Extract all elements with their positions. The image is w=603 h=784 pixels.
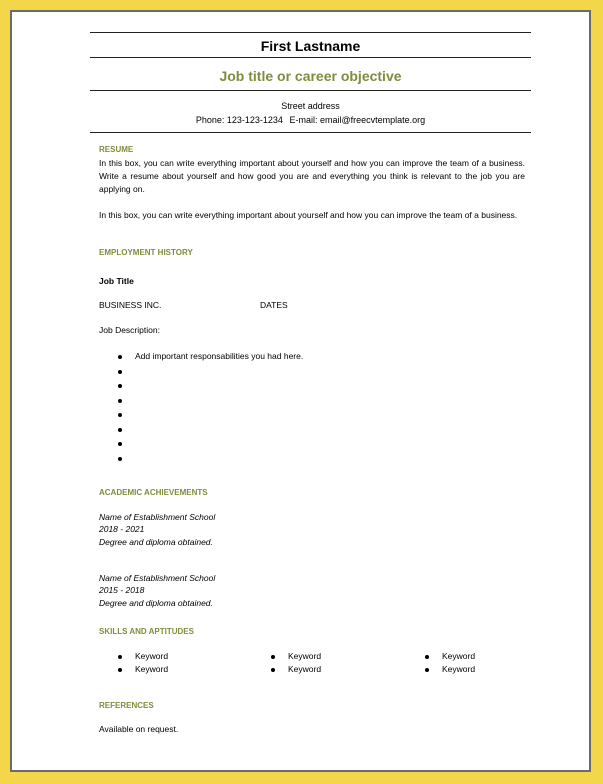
skill-keyword: Keyword xyxy=(288,664,322,674)
job-title-heading: Job title or career objective xyxy=(219,68,402,84)
references-text: Available on request. xyxy=(99,724,179,734)
skill-keyword: Keyword xyxy=(442,651,476,661)
school-name-1: Name of Establishment School xyxy=(99,512,216,522)
school-degree-2: Degree and diploma obtained. xyxy=(99,598,213,608)
skills-heading: SKILLS AND APTITUDES xyxy=(99,627,194,636)
bullet-dot xyxy=(118,442,122,446)
skill-keyword: Keyword xyxy=(442,664,476,674)
job-description-label: Job Description: xyxy=(99,325,160,335)
bullet-dot xyxy=(118,428,122,432)
references-heading: REFERENCES xyxy=(99,701,154,710)
school-years-1: 2018 - 2021 xyxy=(99,524,145,534)
contact-rule xyxy=(90,132,531,133)
skill-keyword: Keyword xyxy=(135,651,169,661)
phone-number: Phone: 123-123-1234 xyxy=(195,115,283,125)
skill-bullet-dot xyxy=(425,655,429,659)
responsibility-item: Add important responsabilities you had here. xyxy=(135,351,304,361)
full-name: First Lastname xyxy=(260,38,361,54)
bullet-dot xyxy=(118,399,122,403)
academic-heading: ACADEMIC ACHIEVEMENTS xyxy=(99,488,208,497)
resume-page xyxy=(10,10,591,772)
skill-bullet-dot xyxy=(118,655,122,659)
school-degree-1: Degree and diploma obtained. xyxy=(99,537,213,547)
skill-keyword: Keyword xyxy=(288,651,322,661)
bullet-dot xyxy=(118,370,122,374)
resume-heading: RESUME xyxy=(99,145,134,154)
skill-bullet-dot xyxy=(425,668,429,672)
employment-company: BUSINESS INC. xyxy=(99,300,162,310)
title-rule xyxy=(90,90,531,91)
employment-dates: DATES xyxy=(260,300,288,310)
school-name-2: Name of Establishment School xyxy=(99,573,216,583)
skill-bullet-dot xyxy=(118,668,122,672)
bullet-dot xyxy=(118,413,122,417)
bullet-dot xyxy=(118,355,122,359)
skill-bullet-dot xyxy=(271,668,275,672)
employment-heading: EMPLOYMENT HISTORY xyxy=(99,248,193,257)
skill-keyword: Keyword xyxy=(135,664,169,674)
name-rule xyxy=(90,57,531,58)
employment-job-title: Job Title xyxy=(99,276,134,286)
skill-bullet-dot xyxy=(271,655,275,659)
contact-line xyxy=(90,115,531,125)
bullet-dot xyxy=(118,384,122,388)
street-address: Street address xyxy=(281,101,340,111)
email-address: E-mail: email@freecvtemplate.org xyxy=(289,115,426,125)
school-years-2: 2015 - 2018 xyxy=(99,585,145,595)
bullet-dot xyxy=(118,457,122,461)
resume-paragraph-2: In this box, you can write everything important about yourself and how you can improve the team of a business. xyxy=(99,210,518,220)
resume-paragraph-1: In this box, you can write everything important about yourself and how you can improve the team of a business. Write a resume about yourself and how good you are and everything you think is relevant to the job you are applying on. xyxy=(99,158,525,194)
top-rule xyxy=(90,32,531,33)
